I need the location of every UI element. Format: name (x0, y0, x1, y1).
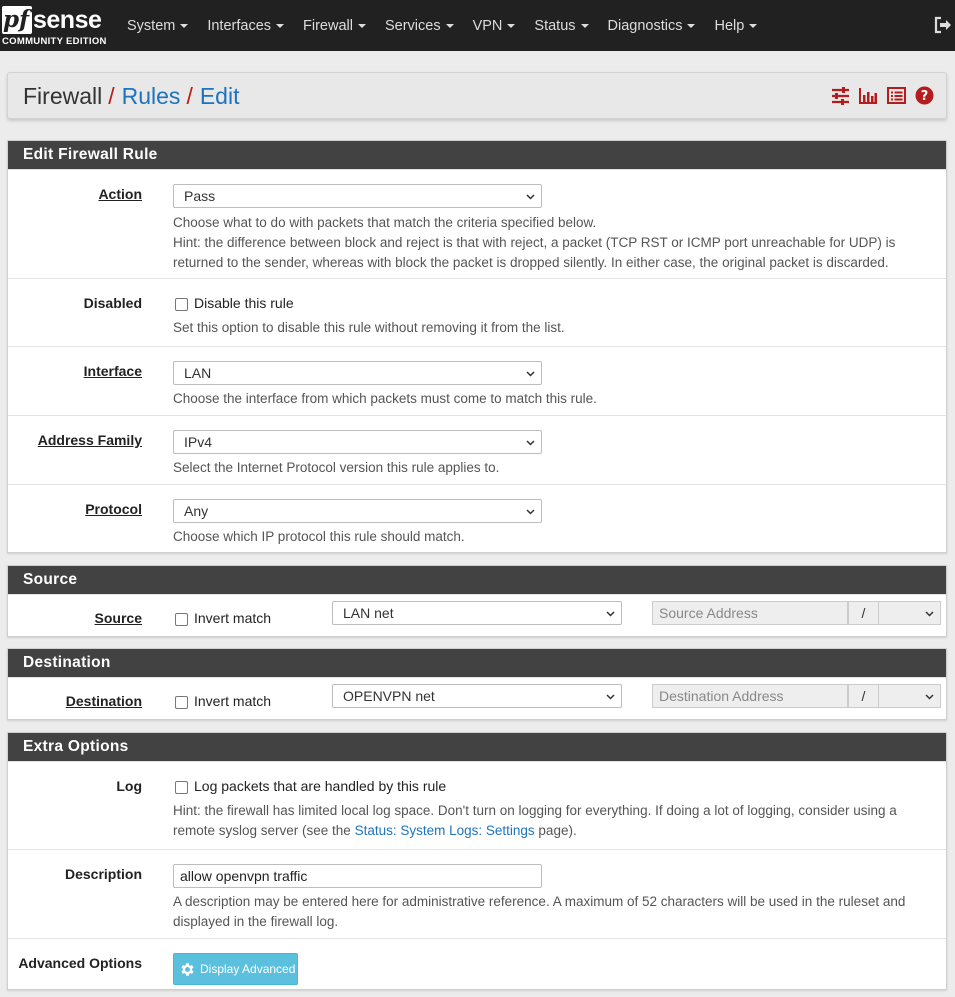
logo-pf: pf (2, 6, 32, 34)
caret-icon (358, 24, 366, 28)
source-invert-checkbox[interactable] (175, 613, 188, 626)
panel-title: Edit Firewall Rule (8, 141, 946, 169)
display-advanced-label: Display Advanced (200, 962, 296, 976)
action-hint-text: Hint: the difference between block and reject is that with reject, a packet (TCP RST or ICMP port unreachable for UDP) is returned to the sender, whereas with block the packet is dropped silently. In either case, the original packet is discarded. (173, 235, 896, 270)
interface-label: Interface (83, 363, 142, 379)
advanced-options-row (8, 938, 946, 991)
panel-title: Extra Options (8, 733, 946, 761)
destination-type-value: OPENVPN net (343, 688, 435, 704)
destination-label: Destination (65, 693, 142, 709)
disabled-help: Set this option to disable this rule without removing it from the list. (173, 320, 565, 335)
pfsense-logo[interactable] (2, 4, 110, 48)
breadcrumb-rules-link[interactable]: Rules (121, 83, 181, 109)
address-family-select[interactable] (173, 430, 542, 454)
interface-help: Choose the interface from which packets must come to match this rule. (173, 391, 597, 406)
log-checkbox[interactable] (175, 781, 188, 794)
menu-services[interactable] (385, 18, 454, 34)
logo-sense: sense (32, 6, 102, 34)
chevron-down-icon (526, 192, 535, 201)
chevron-down-icon (925, 609, 934, 618)
destination-invert-label[interactable]: Invert match (194, 693, 272, 709)
protocol-select[interactable] (173, 499, 542, 523)
destination-panel (7, 648, 947, 720)
chevron-down-icon (925, 692, 934, 701)
action-label: Action (98, 186, 142, 202)
advanced-options-label: Advanced Options (18, 955, 142, 971)
address-family-select-value: IPv4 (184, 434, 213, 450)
menu-label: Firewall (303, 17, 353, 34)
source-mask-select[interactable] (878, 601, 941, 625)
destination-row (8, 677, 946, 719)
action-row (8, 169, 946, 278)
action-select[interactable] (173, 184, 542, 208)
source-type-value: LAN net (343, 605, 394, 621)
list-icon[interactable] (887, 86, 906, 105)
destination-mask-select[interactable] (878, 684, 941, 708)
source-invert-label[interactable]: Invert match (194, 610, 272, 626)
caret-icon (687, 24, 695, 28)
description-help: A description may be entered here for administrative reference. A maximum of 52 characters will be used in the ruleset and displayed in the firewall log. (173, 894, 906, 929)
menu-label: Interfaces (207, 17, 272, 34)
protocol-label: Protocol (85, 501, 142, 517)
main-menu (127, 0, 776, 51)
description-row (8, 849, 946, 938)
caret-icon (276, 24, 284, 28)
logout-icon[interactable] (933, 15, 953, 35)
destination-slash: / (848, 684, 879, 708)
menu-label: Services (384, 17, 441, 34)
interface-select-value: LAN (184, 365, 212, 381)
sliders-icon[interactable] (831, 86, 850, 105)
log-label: Log (116, 778, 142, 794)
caret-icon (749, 24, 757, 28)
disable-rule-checkbox-label[interactable]: Disable this rule (194, 295, 294, 311)
caret-icon (507, 24, 515, 28)
chevron-down-icon (606, 609, 615, 618)
chevron-down-icon (526, 438, 535, 447)
description-input[interactable]: allow openvpn traffic (173, 864, 542, 888)
destination-type-select[interactable] (332, 684, 622, 708)
menu-firewall[interactable] (303, 18, 366, 34)
menu-system[interactable] (127, 18, 188, 34)
log-help-text-end: page). (534, 823, 577, 838)
menu-help[interactable] (714, 18, 757, 34)
interface-select[interactable] (173, 361, 542, 385)
gear-icon (179, 961, 196, 978)
menu-status[interactable] (534, 18, 588, 34)
interface-row (8, 346, 946, 415)
edit-rule-panel (7, 140, 947, 553)
panel-title: Source (8, 566, 946, 594)
protocol-row (8, 484, 946, 552)
source-type-select[interactable] (332, 601, 622, 625)
help-icon[interactable] (915, 86, 934, 105)
breadcrumb-edit-link[interactable]: Edit (199, 83, 240, 109)
destination-invert-checkbox[interactable] (175, 696, 188, 709)
menu-label: Status (534, 17, 576, 34)
address-family-label: Address Family (37, 432, 142, 448)
extra-options-panel (7, 732, 947, 990)
caret-icon (180, 24, 188, 28)
svg-text:?: ? (920, 89, 929, 105)
caret-icon (581, 24, 589, 28)
menu-vpn[interactable] (473, 18, 516, 34)
disabled-label: Disabled (83, 295, 142, 311)
breadcrumb-separator: / (186, 83, 193, 109)
destination-address-input[interactable]: Destination Address (652, 684, 848, 708)
system-logs-settings-link[interactable]: Status: System Logs: Settings (354, 823, 535, 838)
chevron-down-icon (526, 369, 535, 378)
breadcrumb-firewall: Firewall (23, 83, 103, 109)
panel-title: Destination (8, 649, 946, 677)
protocol-help: Choose which IP protocol this rule should match. (173, 529, 465, 544)
source-row (8, 594, 946, 636)
description-label: Description (64, 866, 142, 882)
caret-icon (446, 24, 454, 28)
display-advanced-button[interactable] (173, 953, 298, 985)
source-panel (7, 565, 947, 637)
logo-edition: COMMUNITY EDITION (2, 36, 107, 47)
bar-chart-icon[interactable] (859, 86, 878, 105)
protocol-select-value: Any (184, 503, 209, 519)
chevron-down-icon (526, 507, 535, 516)
breadcrumb-separator: / (108, 83, 115, 109)
disable-rule-checkbox[interactable] (175, 298, 188, 311)
log-help-text: Hint: the firewall has limited local log space. Don't turn on logging for everything. If doing a lot of logging, consider using a remote syslog server (see the (173, 803, 897, 838)
source-address-input[interactable]: Source Address (652, 601, 848, 625)
top-navbar (0, 0, 955, 51)
menu-label: Help (714, 17, 745, 34)
log-row (8, 761, 946, 849)
chevron-down-icon (606, 692, 615, 701)
log-checkbox-label[interactable]: Log packets that are handled by this rule (194, 778, 447, 794)
action-help (173, 213, 936, 273)
menu-diagnostics[interactable] (608, 18, 696, 34)
menu-label: VPN (472, 17, 503, 34)
source-slash: / (848, 601, 879, 625)
address-family-row (8, 415, 946, 484)
log-help (173, 801, 936, 841)
disabled-row (8, 278, 946, 346)
action-help-text: Choose what to do with packets that match the criteria specified below. (173, 215, 597, 230)
address-family-help: Select the Internet Protocol version this rule applies to. (173, 460, 500, 475)
menu-interfaces[interactable] (207, 18, 284, 34)
action-select-value: Pass (184, 188, 216, 204)
source-label: Source (94, 610, 142, 626)
menu-label: Diagnostics (607, 17, 683, 34)
menu-label: System (127, 17, 176, 34)
breadcrumb (7, 72, 947, 119)
